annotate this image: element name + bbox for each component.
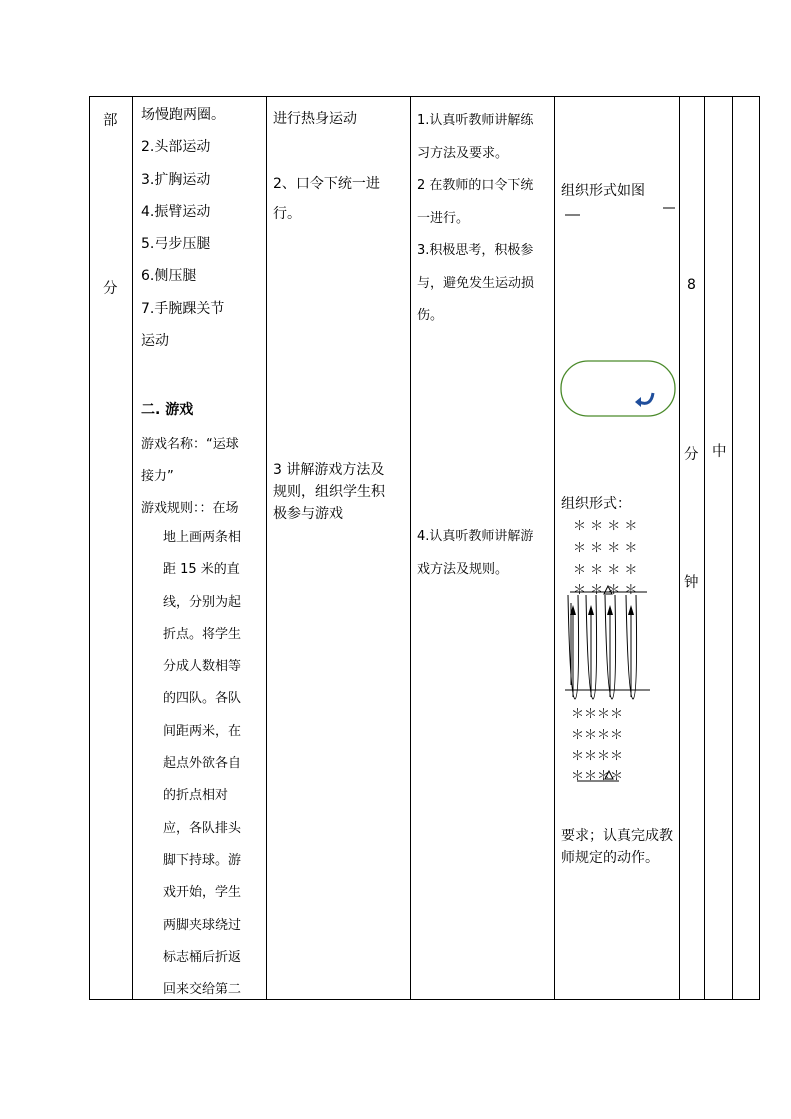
star-row: ＊ ＊ ＊ ＊ (573, 583, 638, 598)
game-rules-line: 两脚夹球绕过 (163, 917, 242, 933)
teacher-item-3-line-1: 3 讲解游戏方法及 (273, 462, 385, 478)
time-unit-char-2: 钟 (684, 575, 699, 591)
game-rules-line: 戏开始，学生 (163, 885, 242, 901)
curved-arrow-icon (639, 393, 653, 403)
game-rules-line: 折点。将学生 (163, 626, 242, 642)
game-rules-line: 间距两米，在 (163, 723, 242, 739)
warmup-line: 6.侧压腿 (141, 268, 197, 285)
warmup-line: 7.手腕踝关节 (141, 300, 225, 317)
time-column (680, 97, 705, 1000)
section-char-1: 部 (103, 113, 118, 129)
student-list-a (417, 105, 534, 333)
org-label-1: 组织形式如图 (561, 183, 645, 199)
star-row: ＊ ＊ ＊ ＊ (573, 519, 638, 534)
org-label-2: 组织形式： (561, 496, 631, 512)
student-line: 4.认真听教师讲解游 (417, 529, 534, 544)
warmup-line: 场慢跑两圈。 (141, 107, 225, 123)
teacher-item-1: 进行热身运动 (273, 111, 357, 127)
time-unit-char-1: 分 (684, 447, 699, 463)
org-requirement-line-2: 师规定的动作。 (561, 850, 659, 866)
star-row: ＊＊＊＊ (571, 769, 624, 784)
student-line: 一进行。 (417, 210, 470, 226)
lane-arrow-head (628, 605, 634, 615)
lane-arrow-head (607, 605, 613, 615)
warmup-line: 运动 (141, 333, 169, 350)
warmup-list (141, 99, 225, 357)
student-line: 与，避免发生运动损 (417, 275, 535, 291)
student-column (411, 97, 555, 1000)
warmup-line: 4.振臂运动 (141, 203, 211, 220)
game-rules-line: 起点外欲各自 (163, 756, 242, 772)
game-rules-line: 分成人数相等 (163, 659, 242, 675)
time-number: 8 (687, 277, 696, 293)
game-rules-line: 距 15 米的直 (163, 562, 240, 578)
intensity-value: 中 (712, 444, 727, 460)
warmup-line: 5.弓步压腿 (141, 236, 211, 253)
lane-arrow-head (588, 605, 594, 615)
teacher-column (267, 97, 411, 1000)
teacher-item-2-line-1: 2、口令下统一进 (273, 176, 380, 192)
teacher-item-3-line-3: 极参与游戏 (273, 506, 343, 522)
warmup-line: 3.扩胸运动 (141, 171, 211, 188)
game-heading: 二. 游戏 (141, 402, 194, 418)
student-list-b (417, 521, 533, 586)
section-column (90, 97, 133, 1000)
content-column (133, 97, 267, 1000)
arrow-head-icon (635, 397, 641, 407)
intensity-column (705, 97, 733, 1000)
student-line: 习方法及要求。 (417, 145, 509, 161)
game-rules-line: 回来交给第二 (163, 982, 242, 998)
star-row: ＊＊＊＊ (571, 707, 624, 722)
game-name-line-1: 游戏名称：“运球 (141, 437, 239, 452)
game-rules-label: 游戏规则：：在场 (141, 501, 239, 516)
student-line: 伤。 (417, 308, 444, 323)
teacher-item-3-line-2: 规则，组织学生积 (273, 484, 385, 500)
game-rules-line: 脚下持球。游 (163, 852, 242, 868)
organization-column (555, 97, 680, 1000)
student-line: 戏方法及规则。 (417, 561, 509, 577)
game-name-line-2: 接力” (141, 469, 174, 484)
lane-group (568, 595, 637, 699)
game-rules-line: 地上画两条相 (163, 530, 242, 545)
section-char-2: 分 (103, 281, 118, 297)
student-line: 3.积极思考，积极参 (417, 243, 534, 258)
notes-column (733, 97, 760, 1000)
game-rules-list (163, 522, 241, 1006)
game-rules-line: 线，分别为起 (163, 594, 242, 610)
student-line: 2 在教师的口令下统 (417, 178, 534, 193)
star-row: ＊＊＊＊ (571, 728, 624, 743)
org-requirement-line-1: 要求；认真完成教 (561, 828, 673, 844)
game-rules-line: 的四队。各队 (163, 691, 242, 707)
star-row: ＊ ＊ ＊ ＊ (573, 541, 638, 556)
game-rules-line: 的折点相对 (163, 788, 229, 804)
lesson-plan-table (89, 96, 760, 1000)
warmup-line: 2.头部运动 (141, 139, 211, 156)
game-rules-line: 应，各队排头 (163, 820, 242, 836)
game-rules-line: 标志桶后折返 (163, 949, 242, 965)
running-track-oval (561, 361, 675, 416)
star-row: ＊ ＊ ＊ ＊ (573, 563, 638, 578)
teacher-item-2-line-2: 行。 (273, 206, 301, 222)
star-row: ＊＊＊＊ (571, 749, 624, 764)
student-line: 1.认真听教师讲解练 (417, 113, 534, 128)
